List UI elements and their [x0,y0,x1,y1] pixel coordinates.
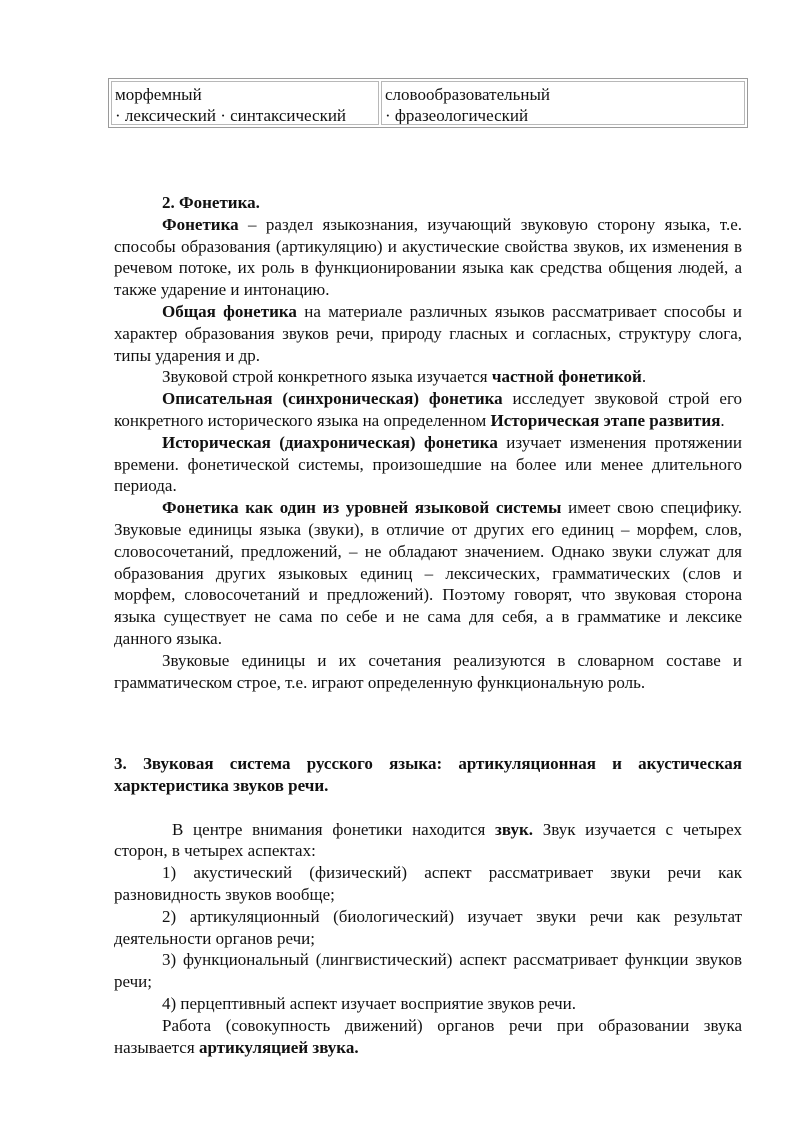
section-sound-system [114,753,742,1058]
paragraph-sound-focus: В центре внимания фонетики находится звук. Звук изучается с четырех сторон, в четырех аспектах: [114,819,743,861]
table-cell-left [111,81,379,125]
section-heading-phonetics: 2. Фонетика. [162,193,260,212]
list-item-functional: 3) функциональный (лингвистический) аспект рассматривает функции звуков речи; [114,950,742,992]
term-descriptive-phonetics: Описательная (синхроническая) фонетика [162,389,503,409]
levels-table [108,78,748,128]
paragraph-historical-phonetics: Историческая (диахроническая) фонетика изучает изменения протяжении времени. фонетической системы, произошедшие на более или менее длительного периода. [114,432,742,496]
paragraph-general-phonetics: Общая фонетика на материале различных языков рассматривает способы и характер образования звуков речи, природу гласных и согласных, структуру слога, типы ударения и др. [114,301,742,365]
table-cell-right-line2: · фразеологический [385,106,529,125]
term-phonetics: Фонетика [162,214,239,234]
term-historical-stage: Историческая этапе развития [490,410,721,430]
table-cell-left-line2: · лексический · синтаксический [115,106,347,125]
table-cell-right-line1: словообразовательный [385,85,550,104]
term-historical-phonetics: Историческая (диахроническая) фонетика [162,432,498,452]
term-particular-phonetics: частной фонетикой [491,367,642,387]
section-heading-sound-system: 3. Звуковая система русского языка: артикуляционная и акустическая харктеристика звуков речи. [114,754,742,795]
table-cell-right [381,81,745,125]
list-item-acoustic: 1) акустический (физический) аспект рассматривает звуки речи как разновидность звуков вообще; [114,863,742,904]
paragraph-sound-units: Звуковые единицы и их сочетания реализуются в словарном составе и грамматическом строе, т.е. играют определенную функциональную роль. [114,650,742,692]
section-phonetics [114,192,742,693]
term-articulation: артикуляцией звука. [198,1037,359,1057]
paragraph-articulation: Работа (совокупность движений) органов речи при образовании звука называется артикуляцией звука. [114,1015,742,1057]
paragraph-phonetics-level: Фонетика как один из уровней языковой системы имеет свою специфику. Звуковые единицы языка (звуки), в отличие от других его единиц – морфем, слов, словосочетаний, предложений, – не обладают значением. Однако звуки служат для образования других языковых единиц – лексических, грамматических (слов и морфем, словосочетаний и предложений). Поэтому говорят, что звуковая сторона языка существует не сама по себе и не сама для себя, а в грамматике и лексике данного языка. [114,498,742,648]
paragraph-phonetics-definition: Фонетика – раздел языкознания, изучающий звуковую сторону языка, т.е. способы образования (артикуляцию) и акустические свойства звуков, их изменения в речевом потоке, их роль в функционировании языка как средства общения людей, а также ударение и интонацию. [114,214,742,300]
list-item-perceptive: 4) перцептивный аспект изучает восприятие звуков речи. [162,993,577,1013]
table-cell-left-line1: морфемный [115,85,202,104]
list-item-articulatory: 2) артикуляционный (биологический) изучает звуки речи как результат деятельности органов речи; [114,906,742,948]
term-sound: звук. [495,819,534,839]
paragraph-descriptive-phonetics: Описательная (синхроническая) фонетика исследует звуковой строй его конкретного исторического языка на определенном Историческая этапе развития. [114,389,742,430]
paragraph-particular-phonetics: Звуковой строй конкретного языка изучается частной фонетикой. [162,367,647,387]
term-phonetics-level: Фонетика как один из уровней языковой системы [162,498,562,518]
term-general-phonetics: Общая фонетика [162,301,297,321]
